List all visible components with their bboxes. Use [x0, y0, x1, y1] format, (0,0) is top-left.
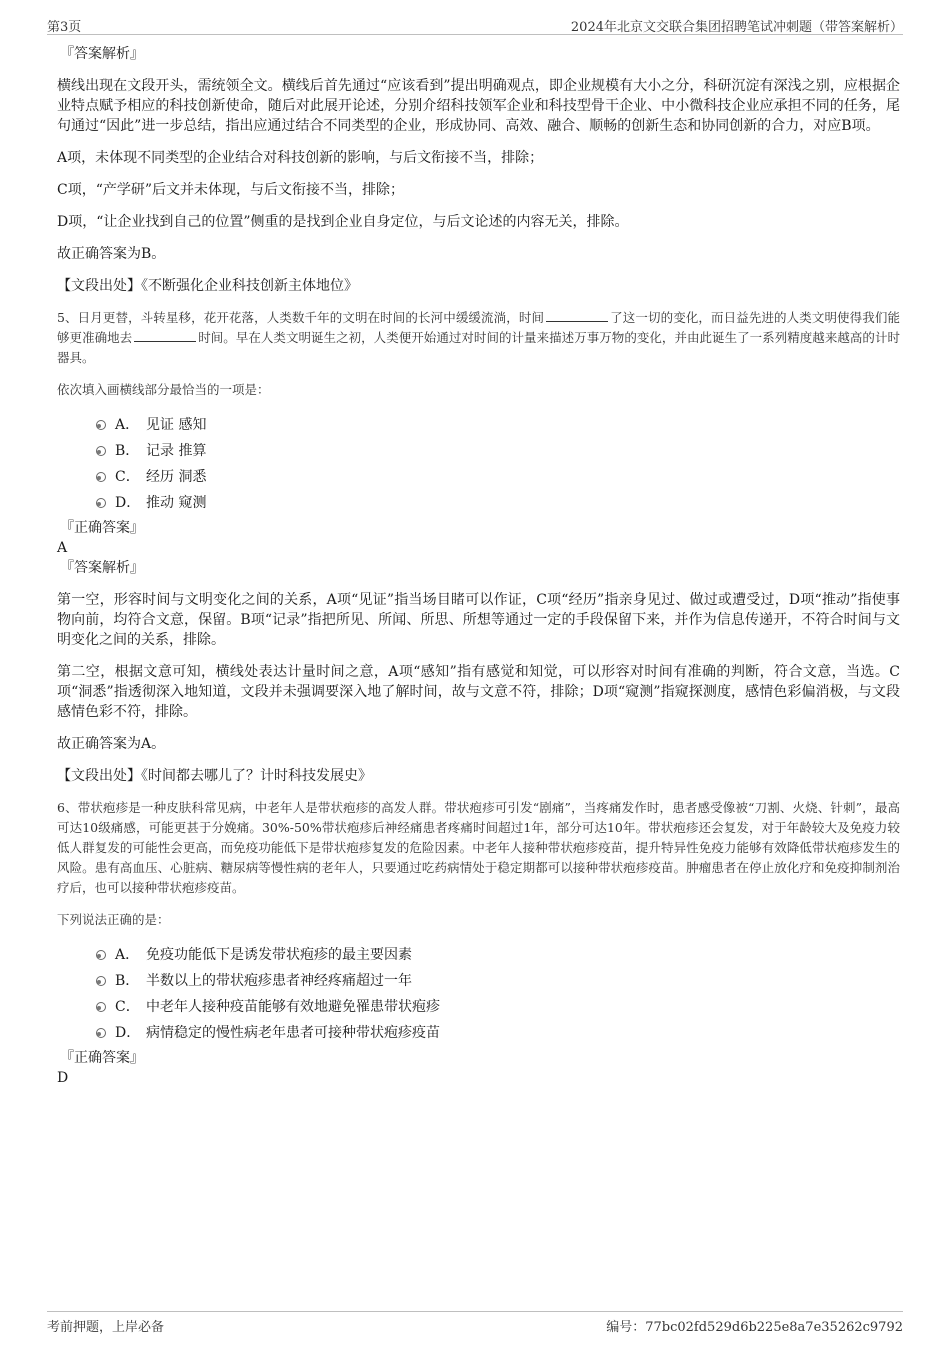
option-d[interactable]: D． 推动 窥测 [57, 490, 900, 516]
analysis-paragraph: A项，未体现不同类型的企业结合对科技创新的影响，与后文衔接不当，排除； [57, 150, 544, 166]
radio-icon[interactable] [96, 420, 106, 430]
footer-slogan: 考前押题，上岸必备 [47, 1320, 165, 1335]
passage-source: 【文段出处】《不断强化企业科技创新主体地位》 [57, 278, 358, 294]
correct-answer: D [57, 1070, 69, 1086]
fill-blank [134, 328, 196, 342]
option-c[interactable]: C． 中老年人接种疫苗能够有效地避免罹患带状疱疹 [57, 994, 900, 1020]
question-prompt: 依次填入画横线部分最恰当的一项是： [57, 382, 270, 397]
page-footer [47, 1311, 903, 1336]
page-header [47, 14, 903, 35]
option-b[interactable]: B． 半数以上的带状疱疹患者神经疼痛超过一年 [57, 968, 900, 994]
radio-icon[interactable] [96, 950, 106, 960]
analysis-paragraph: D项，“让企业找到自己的位置”侧重的是找到企业自身定位，与后文论述的内容无关，排除。 [57, 214, 629, 230]
radio-icon[interactable] [96, 1002, 106, 1012]
analysis-paragraph: 第一空，形容时间与文明变化之间的关系，A项“见证”指当场目睹可以作证，C项“经历”指亲身见过、做过或遭受过，D项“推动”指使事物向前，均符合文意，保留。B项“记录”指把所见、所闻、所思、所想等通过一定的手段保留下来，并作为信息传递开，不符合时间与文明变化之间的关系，排除。 [57, 592, 900, 648]
option-a[interactable]: A． 免疫功能低下是诱发带状疱疹的最主要因素 [57, 942, 900, 968]
radio-icon[interactable] [96, 976, 106, 986]
analysis-paragraph: C项，“产学研”后文并未体现，与后文衔接不当，排除； [57, 182, 405, 198]
correct-answer-tag: 『正确答案』 [60, 1050, 144, 1066]
radio-icon[interactable] [96, 446, 106, 456]
option-list [57, 412, 900, 516]
document-id: 编号：77bc02fd529d6b225e8a7e35262c9792 [606, 1320, 903, 1335]
page-content [57, 44, 900, 1088]
correct-answer: A [57, 540, 68, 556]
page-number: 第3页 [47, 20, 82, 35]
radio-icon[interactable] [96, 472, 106, 482]
document-title: 2024年北京文交联合集团招聘笔试冲刺题（带答案解析） [570, 20, 903, 35]
radio-icon[interactable] [96, 498, 106, 508]
option-b[interactable]: B． 记录 推算 [57, 438, 900, 464]
question-stem: 6、带状疱疹是一种皮肤科常见病，中老年人是带状疱疹的高发人群。带状疱疹可引发“剧痛”，当疼痛发作时，患者感受像被“刀割、火烧、针刺”，最高可达10级痛感，可能更甚于分娩痛。30%-50%带状疱疹后神经痛患者疼痛时间超过1年，部分可达10年。带状疱疹还会复发，对于年龄较大及免疫力较低人群复发的可能性会更高，而免疫功能低下是带状疱疹复发的危险因素。中老年人接种带状疱疹疫苗，提升特异性免疫力能够有效降低带状疱疹发生的风险。患有高血压、心脏病、糖尿病等慢性病的老年人，只要通过吃药病情处于稳定期都可以接种带状疱疹疫苗。肿瘤患者在停止放化疗和免疫抑制剂治疗后，也可以接种带状疱疹疫苗。 [57, 800, 900, 895]
correct-answer-tag: 『正确答案』 [60, 520, 144, 536]
question-stem: 5、日月更替，斗转星移，花开花落，人类数千年的文明在时间的长河中缓缓流淌，时间 了这一切的变化，而日益先进的人类文明使得我们能够更准确地去 时间。早在人类文明诞生之初，人类便开始通过对时间的计量来描述万事万物的变化，并由此诞生了一系列精度越来越高的计时器具。 [57, 310, 900, 365]
option-list [57, 942, 900, 1046]
answer-conclusion: 故正确答案为B。 [57, 246, 166, 262]
analysis-tag: 『答案解析』 [60, 560, 144, 576]
analysis-paragraph: 横线出现在文段开头，需统领全文。横线后首先通过“应该看到”提出明确观点，即企业规模有大小之分，科研沉淀有深浅之别，应根据企业特点赋予相应的科技创新使命，随后对此展开论述，分别介绍科技领军企业和科技型骨干企业、中小微科技企业应承担不同的任务，尾句通过“因此”进一步总结，指出应通过结合不同类型的企业，形成协同、高效、融合、顺畅的创新生态和协同创新的合力，对应B项。 [57, 78, 900, 134]
analysis-paragraph: 第二空，根据文意可知，横线处表达计量时间之意，A项“感知”指有感觉和知觉，可以形容对时间有准确的判断，符合文意，当选。C项“洞悉”指透彻深入地知道，文段并未强调要深入地了解时间，故与文意不符，排除；D项“窥测”指窥探测度，感情色彩偏消极，与文段感情色彩不符，排除。 [57, 664, 900, 720]
option-d[interactable]: D． 病情稳定的慢性病老年患者可接种带状疱疹疫苗 [57, 1020, 900, 1046]
radio-icon[interactable] [96, 1028, 106, 1038]
passage-source: 【文段出处】《时间都去哪儿了？计时科技发展史》 [57, 768, 372, 784]
answer-conclusion: 故正确答案为A。 [57, 736, 166, 752]
question-prompt: 下列说法正确的是： [57, 912, 170, 927]
analysis-tag: 『答案解析』 [60, 46, 144, 62]
option-c[interactable]: C． 经历 洞悉 [57, 464, 900, 490]
option-a[interactable]: A． 见证 感知 [57, 412, 900, 438]
fill-blank [546, 308, 608, 322]
